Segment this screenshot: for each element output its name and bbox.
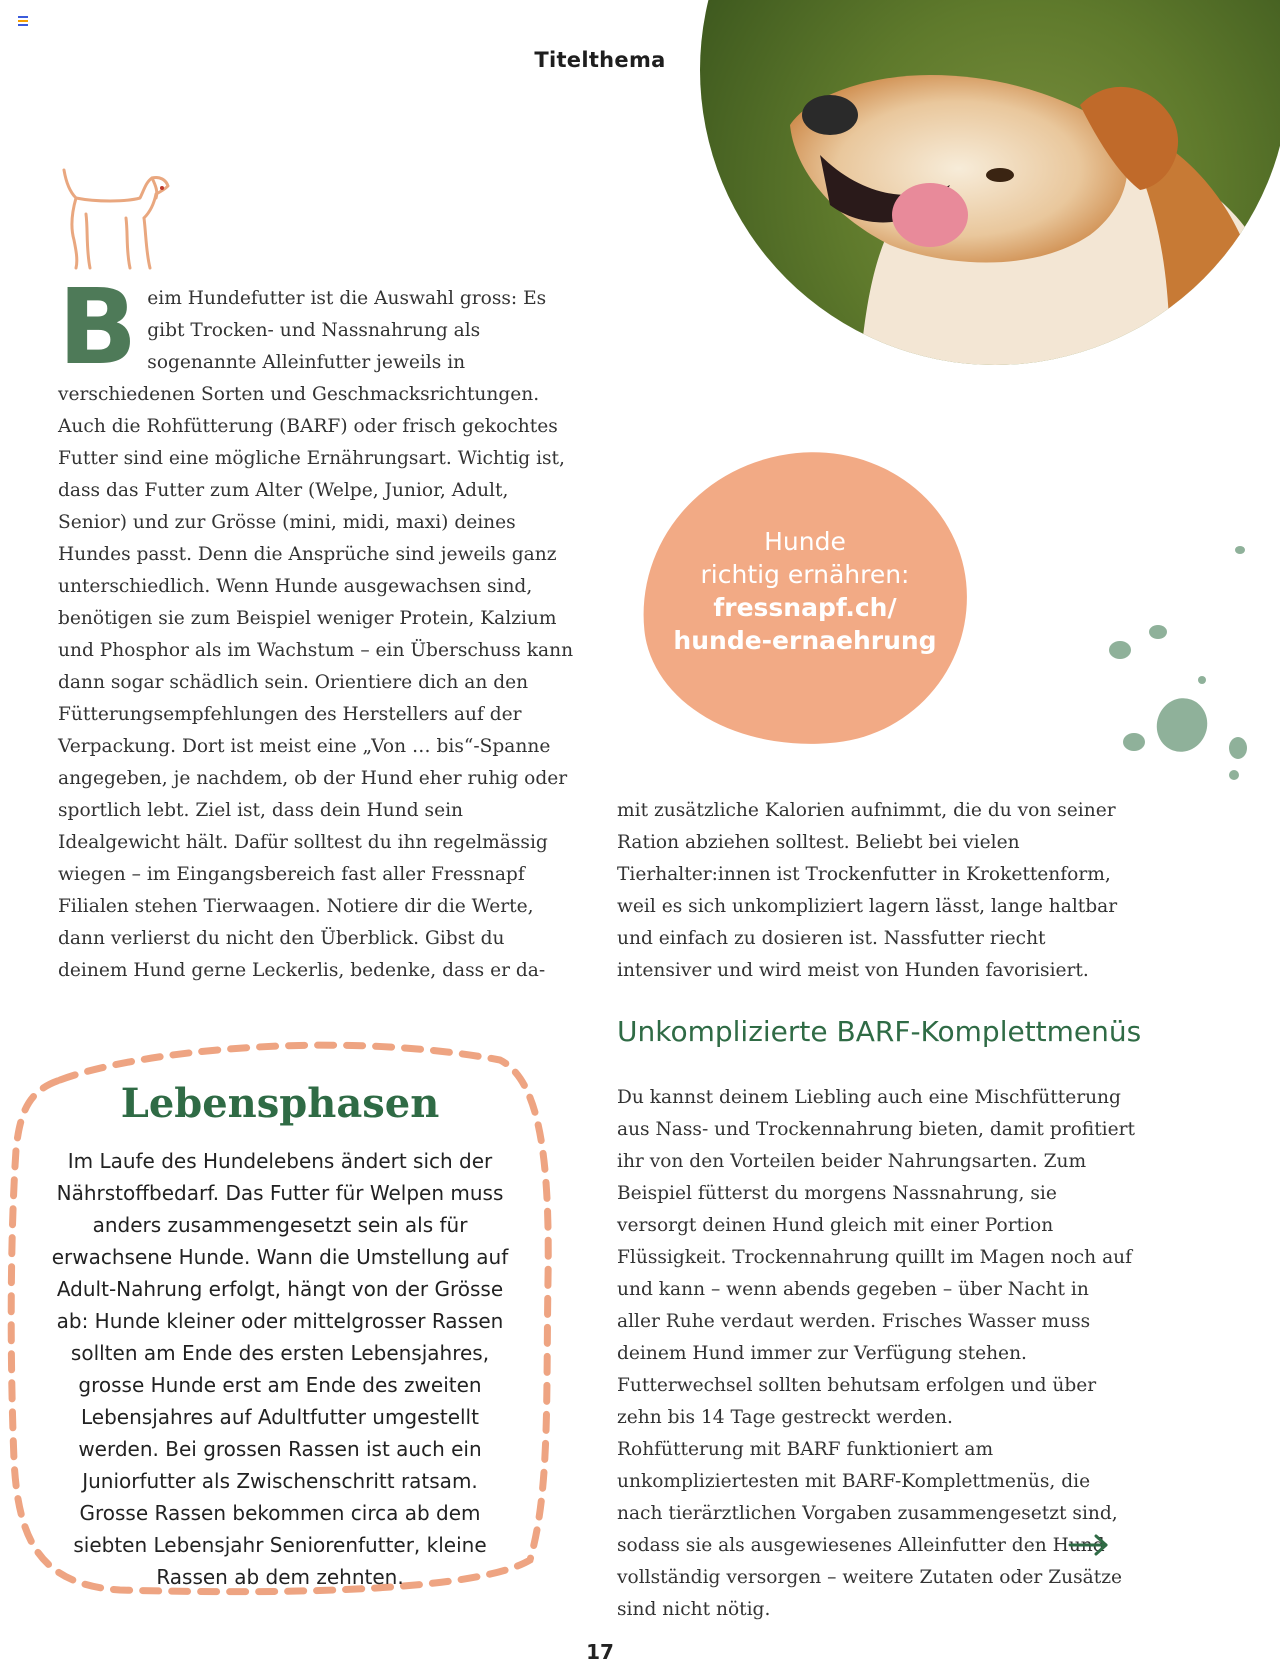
article-right-body [617, 1082, 1137, 1626]
cta-line-4: hunde-ernaehrung [673, 626, 937, 655]
cta-line-2: richtig ernähren: [700, 560, 910, 589]
right-text-3: Rohfütterung mit BARF funktioniert am unkompliziertesten mit BARF-Komplettmenüs, die nach tierärztlichen Vorgaben zusammengesetzt sind, sodass sie als ausgewiesenes Alleinfutter den Hund vollständig versorgen – weitere Zutaten oder Zusätze sind nicht nötig. [617, 1439, 1123, 1620]
page-number: 17 [586, 1640, 614, 1664]
cta-link[interactable] [660, 525, 950, 657]
left-column-text: eim Hundefutter ist die Auswahl gross: Es gibt Trocken- und Nassnahrung als sogenannte Alleinfutter jeweils in verschiedenen Sorten und Geschmacksrichtungen. Auch die Rohfütterung (BARF) oder frisch gekochtes Futter sind eine mögliche Ernährungsart. Wichtig ist, dass das Futter zum Alter (Welpe, Junior, Adult, Senior) und zur Grösse (mini, midi, maxi) deines Hundes passt. Denn die Ansprüche sind jeweils ganz unterschiedlich. Wenn Hunde ausgewachsen sind, benötigen sie zum Beispiel weniger Protein, Kalzium und Phosphor als im Wachstum – ein Überschuss kann dann sogar schädlich sein. [58, 288, 574, 693]
cta-line-1: Hunde [764, 527, 846, 556]
infobox-text: Im Laufe des Hundelebens ändert sich der Nährstoffbedarf. Das Futter für Welpen muss anders zusammengesetzt sein als für erwachsene Hunde. Wann die Umstellung auf Adult-Nahrung erfolgt, hängt von der Grösse ab: Hunde kleiner oder mittelgrosser Rassen sollten am Ende des ersten Lebensjahres, grosse Hunde erst am Ende des zweiten Lebensjahres auf Adultfutter umgestellt werden. Bei grossen Rassen ist auch ein Juniorfutter als Zwischenschritt ratsam. Grosse Rassen bekommen circa ab dem siebten Lebensjahr Seniorenfutter, kleine Rassen ab dem zehnten. [51, 1149, 509, 1589]
dog-photo [700, 0, 1280, 365]
arrow-right-icon[interactable] [1068, 1534, 1110, 1556]
dog-outline-icon [56, 168, 176, 278]
left-column-text-2: Orientiere dich an den Fütterungsempfehlungen des Herstellers auf der Verpackung. Dort ist meist eine „Von … bis“-Spanne angegeben, je nachdem, ob der Hund eher ruhig oder sportlich lebt. Ziel ist, dass dein Hund sein Idealgewicht hält. Dafür solltest du ihn regelmässig wiegen – im Eingangsbereich fast aller Fressnapf Filialen stehen Tierwaagen. Notiere dir die Werte, dann verlierst du nicht den Überblick. Gibst du deinem Hund gerne Leckerlis, bedenke, dass er da- [58, 672, 568, 981]
article-left-column [58, 266, 578, 987]
menu-icon[interactable] [18, 16, 28, 26]
section-label: Titelthema [534, 48, 666, 72]
subheading: Unkomplizierte BARF-Komplettmenüs [617, 1015, 1142, 1048]
dropcap: B [58, 266, 138, 388]
infobox-title: Lebensphasen [120, 1080, 440, 1127]
cta-line-3: fressnapf.ch/ [713, 593, 897, 622]
decorative-dots [1090, 540, 1280, 790]
right-text-2: Du kannst deinem Liebling auch eine Mischfütterung aus Nass- und Trockennahrung bieten, damit profitiert ihr von den Vorteilen beider Nahrungsarten. Zum Beispiel fütterst du morgens Nassnahrung, sie versorgt deinen Hund gleich mit einer Portion Flüssigkeit. Trockennahrung quillt im Magen noch auf und kann – wenn abends gegeben – über Nacht in aller Ruhe verdaut werden. Frisches Wasser muss deinem Hund immer zur Verfügung stehen. Futterwechsel sollten behutsam erfolgen und über zehn bis 14 Tage gestreckt werden. [617, 1087, 1135, 1428]
article-right-column: mit zusätzliche Kalorien aufnimmt, die du von seiner Ration abziehen solltest. Beliebt bei vielen Tierhalter:innen ist Trockenfutter in Krokettenform, weil es sich unkompliziert lagern lässt, lange haltbar und einfach zu dosieren ist. Nassfutter riecht intensiver und wird meist von Hunden favorisiert. [617, 800, 1118, 981]
